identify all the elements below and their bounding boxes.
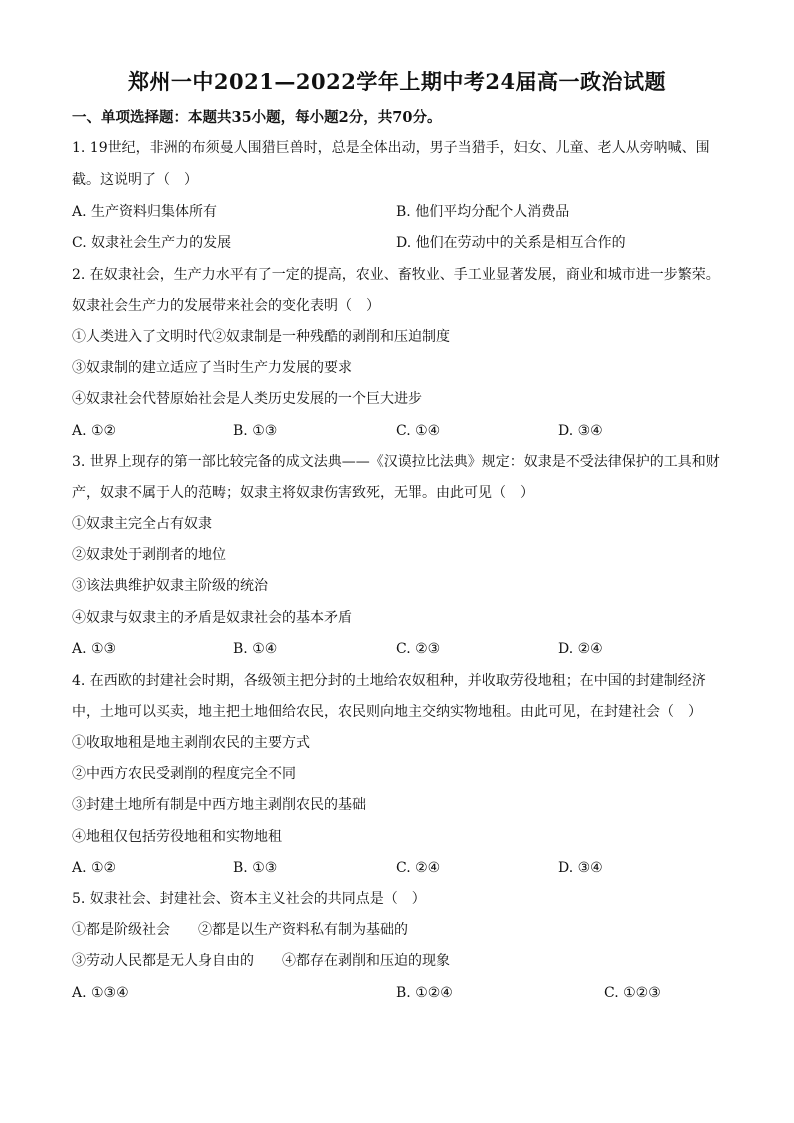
q1-stem-line-1: 1. 19世纪，非洲的布须曼人围猎巨兽时，总是全体出动，男子当猎手，妇女、儿童、老人从旁呐喊、围 — [72, 140, 710, 156]
q4-statement-3: ③封建土地所有制是中西方地主剥削农民的基础 — [72, 797, 366, 813]
q4-statement-4: ④地租仅包括劳役地租和实物地租 — [72, 829, 282, 845]
q3-option-c: C. ②③ — [396, 641, 441, 657]
q4-statement-2: ②中西方农民受剥削的程度完全不同 — [72, 766, 296, 782]
q3-option-b: B. ①④ — [233, 641, 278, 657]
q1-option-a: A. 生产资料归集体所有 — [72, 204, 218, 220]
q4-stem-line-2: 中，土地可以买卖，地主把土地佃给农民，农民则向地主交纳实物地租。由此可见，在封建社会（ ） — [72, 704, 702, 720]
q5-stem: 5. 奴隶社会、封建社会、资本主义社会的共同点是（ ） — [72, 891, 426, 907]
section-heading: 一、单项选择题：本题共35小题，每小题2分，共70分。 — [72, 109, 442, 126]
q3-option-a: A. ①③ — [72, 641, 117, 657]
q2-stem-line-2: 奴隶社会生产力的发展带来社会的变化表明（ ） — [72, 298, 380, 314]
q2-statement-3: ④奴隶社会代替原始社会是人类历史发展的一个巨大进步 — [72, 391, 422, 407]
q5-statements-2: ③劳动人民都是无人身自由的 ④都存在剥削和压迫的现象 — [72, 953, 450, 969]
q2-statement-2: ③奴隶制的建立适应了当时生产力发展的要求 — [72, 360, 352, 376]
q4-option-c: C. ②④ — [396, 860, 441, 876]
q2-option-c: C. ①④ — [396, 423, 441, 439]
q4-statement-1: ①收取地租是地主剥削农民的主要方式 — [72, 735, 310, 751]
q3-statement-2: ②奴隶处于剥削者的地位 — [72, 547, 226, 563]
q4-option-a: A. ①② — [72, 860, 117, 876]
q1-option-c: C. 奴隶社会生产力的发展 — [72, 235, 232, 251]
q2-stem-line-1: 2. 在奴隶社会，生产力水平有了一定的提高，农业、畜牧业、手工业显著发展，商业和城市进一步繁荣。 — [72, 267, 720, 283]
q3-statement-1: ①奴隶主完全占有奴隶 — [72, 516, 212, 532]
q5-option-c: C. ①②③ — [604, 985, 661, 1001]
q1-option-b: B. 他们平均分配个人消费品 — [396, 204, 570, 220]
q4-option-b: B. ①③ — [233, 860, 278, 876]
q3-statement-3: ③该法典维护奴隶主阶级的统治 — [72, 578, 268, 594]
q3-stem-line-2: 产，奴隶不属于人的范畴；奴隶主将奴隶伤害致死，无罪。由此可见（ ） — [72, 485, 534, 501]
q4-option-d: D. ③④ — [558, 860, 603, 876]
q4-stem-line-1: 4. 在西欧的封建社会时期，各级领主把分封的土地给农奴租种，并收取劳役地租；在中国的封建制经济 — [72, 673, 706, 689]
exam-title: 郑州一中2021—2022学年上期中考24届高一政治试题 — [127, 69, 667, 94]
q5-statements-1: ①都是阶级社会 ②都是以生产资料私有制为基础的 — [72, 922, 408, 938]
q3-option-d: D. ②④ — [558, 641, 603, 657]
q2-option-a: A. ①② — [72, 423, 117, 439]
q5-option-a: A. ①③④ — [72, 985, 129, 1001]
q1-stem-line-2: 截。这说明了（ ） — [72, 172, 198, 188]
q3-stem-line-1: 3. 世界上现存的第一部比较完备的成文法典——《汉谟拉比法典》规定：奴隶是不受法律保护的工具和财 — [72, 454, 720, 470]
q5-option-b: B. ①②④ — [396, 985, 453, 1001]
q2-option-d: D. ③④ — [558, 423, 603, 439]
q1-option-d: D. 他们在劳动中的关系是相互合作的 — [396, 235, 626, 251]
q2-statement-1: ①人类进入了文明时代②奴隶制是一种残酷的剥削和压迫制度 — [72, 329, 450, 345]
q3-statement-4: ④奴隶与奴隶主的矛盾是奴隶社会的基本矛盾 — [72, 610, 352, 626]
q2-option-b: B. ①③ — [233, 423, 278, 439]
